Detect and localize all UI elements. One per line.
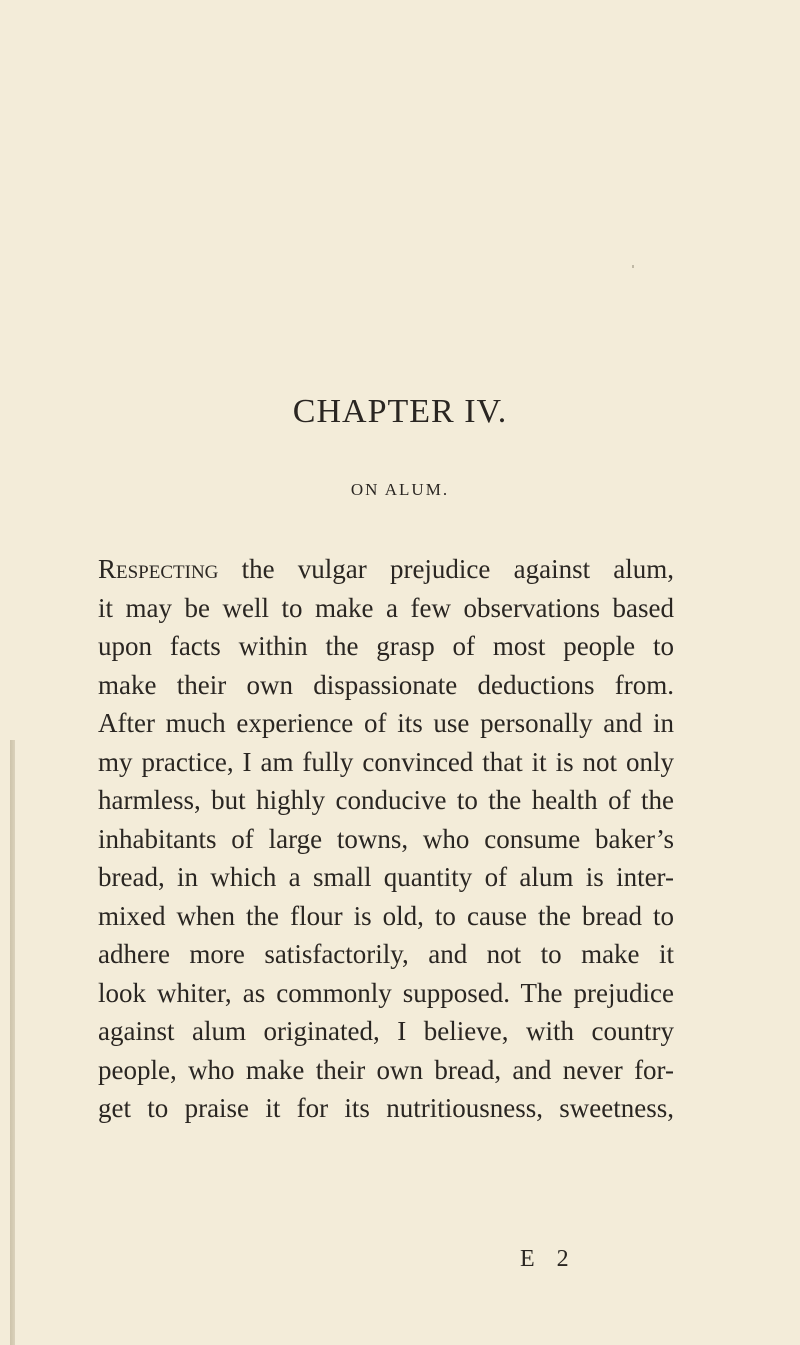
lead-word: Respecting [98, 554, 219, 584]
paragraph-line: make their own dispassionate deductions from. [98, 669, 674, 700]
paragraph-line: upon facts within the grasp of most people to [98, 631, 674, 661]
page-edge-shadow [10, 740, 15, 1345]
paragraph-line: After much experience of its use personally and in [98, 708, 674, 738]
paragraph-line [98, 554, 674, 585]
chapter-subtitle: ON ALUM. [350, 480, 450, 499]
first-line-rest: the vulgar prejudice against alum, [241, 554, 675, 584]
paragraph-line: bread, in which a small quantity of alum is inter- [98, 862, 674, 892]
paragraph-line: look whiter, as commonly supposed. The prejudice [98, 977, 674, 1008]
paragraph-line: inhabitants of large towns, who consume baker’s [98, 823, 674, 854]
paragraph-line: adhere more satisfactorily, and not to make it [98, 939, 674, 969]
paragraph-line: my practice, I am fully convinced that it is not only [98, 746, 674, 777]
printer-signature-mark: E 2 [520, 1246, 577, 1272]
paper-speck [632, 265, 634, 268]
paragraph-line: it may be well to make a few observations based [98, 592, 674, 623]
paragraph-line: against alum originated, I believe, with country [98, 1016, 674, 1046]
paragraph-line: get to praise it for its nutritiousness, sweetness, [98, 1093, 674, 1123]
chapter-title: CHAPTER IV. [292, 393, 508, 430]
paragraph-line: people, who make their own bread, and never for- [98, 1054, 674, 1085]
paragraph-line: harmless, but highly conducive to the health of the [98, 785, 674, 815]
paragraph-line: mixed when the flour is old, to cause the bread to [98, 900, 674, 931]
